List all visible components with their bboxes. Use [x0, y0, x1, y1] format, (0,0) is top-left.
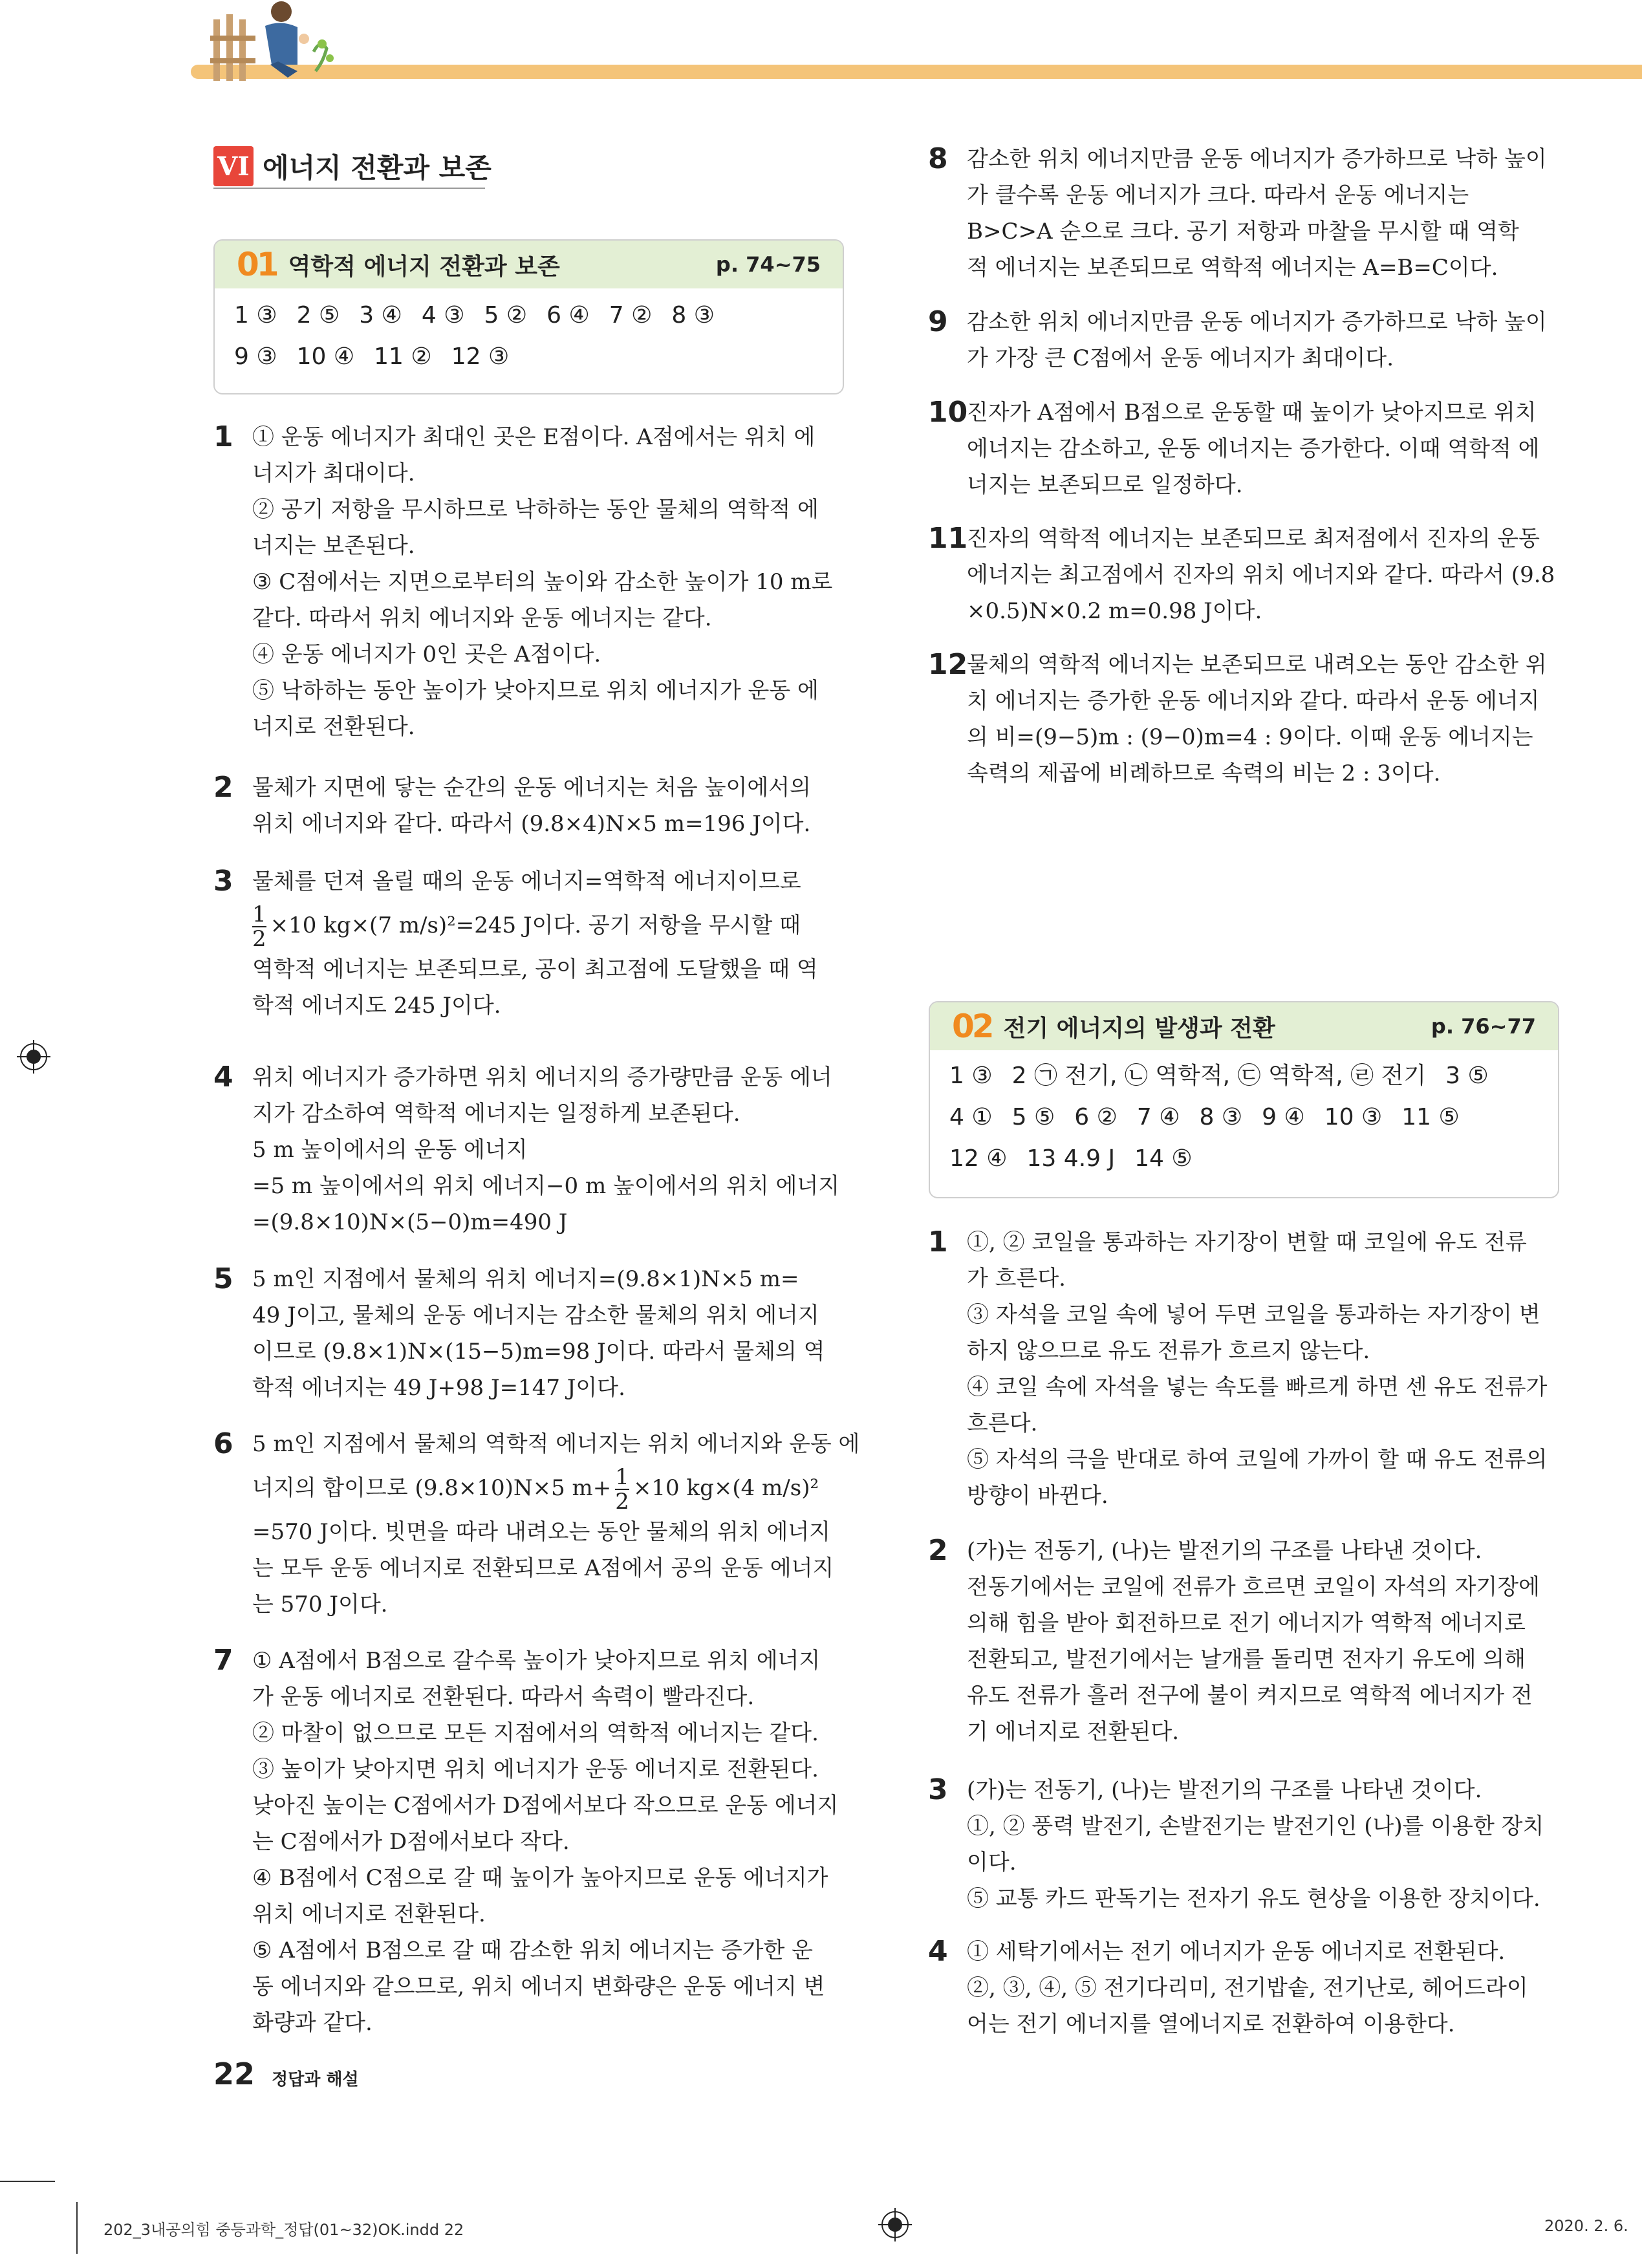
print-file-info: 202_3내공의힘 중등과학_정답(01~32)OK.indd 22	[103, 2221, 464, 2239]
registration-mark-icon	[17, 1040, 50, 1074]
answer-item-7: 7 ① A점에서 B점으로 갈수록 높이가 낮아지므로 위치 에너지 가 운동 에너지로 전환된다. 따라서 속력이 빨라진다. ② 마찰이 없으므로 모든 지점에서의 역학적 에너지는 같다. ③ 높이가 낮아지면 위치 에너지가 운동 에너지로 전환된다. 낮아진 높이는 C점에서가 D점에서보다 작으므로 운동 에너지 는 C점에서가 D점에서보다 작다. ④ B점에서 C점으로 갈 때 높이가 높아지므로 운동 에너지가 위치 에너지로 전환된다. ⑤ A점에서 B점으로 갈 때 감소한 위치 에너지는 증가한 운 동 에너지와 같으므로, 위치 에너지 변화량은 운동 에너지 변 화량과 같다.	[213, 1644, 839, 2036]
section-2-header	[930, 1002, 1558, 1050]
answer-item-10: 10 진자가 A점에서 B점으로 운동할 때 높이가 낮아지므로 위치 에너지는 감소하고, 운동 에너지는 증가한다. 이때 역학적 에 너지는 보존되므로 일정하다.	[928, 396, 1540, 498]
answer-item-3: 3 물체를 던져 올릴 때의 운동 에너지=역학적 에너지이므로 $\frac{1}{2}$ ×10 kg×(7 m/s)²=245 J이다. 공기 저항을 무시할 때 역학적 에너지는 보존되므로, 공이 최고점에 도달했을 때 역 학적 에너지도 245 J이다.	[213, 865, 818, 1019]
section-2-title: 전기 에너지의 발생과 전환	[1003, 1015, 1275, 1042]
print-date: 2020. 2. 6.	[1544, 2217, 1628, 2235]
answer-item-6: 6 5 m인 지점에서 물체의 역학적 에너지는 위치 에너지와 운동 에 너지의 합이므로 (9.8×10)N×5 m+ $\frac{1}{2}$ ×10 kg×(4 m/s)² =570 J이다. 빗면을 따라 내려오는 동안 물체의 위치 에너지 는 모두 운동 에너지로 전환되므로 A점에서 공의 운동 에너지 는 570 J이다.	[213, 1427, 860, 1617]
answer-row: 1 ③ 2 ㉠ 전기, ㉡ 역학적, ㉢ 역학적, ㉣ 전기 3 ⑤	[949, 1063, 1489, 1089]
section-2-number: 02	[952, 1008, 992, 1045]
section-1-title: 역학적 에너지 전환과 보존	[288, 253, 560, 280]
answer-item-8: 8 감소한 위치 에너지만큼 운동 에너지가 증가하므로 낙하 높이 가 클수록 운동 에너지가 크다. 따라서 운동 에너지는 B>C>A 순으로 크다. 공기 저항과 마찰을 무시할 때 역학 적 에너지는 보존되므로 역학적 에너지는 A=B=C이다.	[928, 142, 1547, 281]
answer-item-4: 4 위치 에너지가 증가하면 위치 에너지의 증가량만큼 운동 에너 지가 감소하여 역학적 에너지는 일정하게 보존된다. 5 m 높이에서의 운동 에너지 =5 m 높이에서의 위치 에너지−0 m 높이에서의 위치 에너지 =(9.8×10)N×(5−0)m=490 J	[213, 1061, 840, 1235]
section-2-item-2: 2 (가)는 전동기, (나)는 발전기의 구조를 나타낸 것이다. 전동기에서는 코일에 전류가 흐르면 코일이 자석의 자기장에 의해 힘을 받아 회전하므로 전기 에너지가 역학적 에너지로 전환되고, 발전기에서는 날개를 돌리면 전자기 유도에 의해 유도 전류가 흘러 전구에 불이 켜지므로 역학적 에너지가 전 기 에너지로 전환된다.	[928, 1534, 1540, 1745]
section-1-answer-box	[213, 239, 844, 394]
gardener-illustration	[200, 0, 349, 84]
answer-row: 4 ① 5 ⑤ 6 ② 7 ④ 8 ③ 9 ④ 10 ③ 11 ⑤	[949, 1104, 1460, 1130]
answer-row: 12 ④ 13 4.9 J 14 ⑤	[949, 1145, 1193, 1172]
section-1-header	[215, 241, 843, 288]
answer-item-11: 11 진자의 역학적 에너지는 보존되므로 최저점에서 진자의 운동 에너지는 최고점에서 진자의 위치 에너지와 같다. 따라서 (9.8 ×0.5)N×0.2 m=0.98 J이다.	[928, 522, 1555, 624]
section-2-answer-box	[929, 1001, 1559, 1198]
section-2-item-4: 4 ① 세탁기에서는 전기 에너지가 운동 에너지로 전환된다. ②, ③, ④, ⑤ 전기다리미, 전기밥솥, 전기난로, 헤어드라이 어는 전기 에너지를 열에너지로 전환하여 이용한다.	[928, 1935, 1528, 2037]
answer-item-5: 5 5 m인 지점에서 물체의 위치 에너지=(9.8×1)N×5 m= 49 J이고, 물체의 운동 에너지는 감소한 물체의 위치 에너지 이므로 (9.8×1)N×(15−5)m=98 J이다. 따라서 물체의 역 학적 에너지는 49 J+98 J=147 J이다.	[213, 1262, 825, 1401]
section-2-item-3: 3 (가)는 전동기, (나)는 발전기의 구조를 나타낸 것이다. ①, ② 풍력 발전기, 손발전기는 발전기인 (나)를 이용한 장치 이다. ⑤ 교통 카드 판독기는 전자기 유도 현상을 이용한 장치이다.	[928, 1773, 1544, 1912]
answer-item-1: 1 ① 운동 에너지가 최대인 곳은 E점이다. A점에서는 위치 에 너지가 최대이다. ② 공기 저항을 무시하므로 낙하하는 동안 물체의 역학적 에 너지는 보존된다. ③ C점에서는 지면으로부터의 높이와 감소한 높이가 10 m로 같다. 따라서 위치 에너지와 운동 에너지는 같다. ④ 운동 에너지가 0인 곳은 A점이다. ⑤ 낙하하는 동안 높이가 낮아지므로 위치 에너지가 운동 에 너지로 전환된다.	[213, 420, 833, 740]
crop-mark	[76, 2202, 78, 2254]
header-band	[191, 65, 1642, 79]
section-1-answers	[215, 288, 843, 378]
chapter-underline	[213, 188, 485, 189]
answer-row: 1 ③ 2 ⑤ 3 ④ 4 ③ 5 ② 6 ④ 7 ② 8 ③	[234, 302, 715, 329]
section-1-pages: p. 74~75	[715, 252, 821, 277]
fraction-half: $\frac{1}{2}$	[252, 902, 266, 952]
registration-mark-icon	[878, 2208, 912, 2241]
section-2-pages: p. 76~77	[1431, 1014, 1536, 1039]
fraction-half: $\frac{1}{2}$	[615, 1464, 629, 1515]
chapter-badge: VI	[213, 146, 254, 186]
section-2-answers	[930, 1050, 1558, 1180]
answer-row: 9 ③ 10 ④ 11 ② 12 ③	[234, 343, 510, 370]
answer-item-2: 2 물체가 지면에 닿는 순간의 운동 에너지는 처음 높이에서의 위치 에너지와 같다. 따라서 (9.8×4)N×5 m=196 J이다.	[213, 771, 811, 837]
answer-item-12: 12 물체의 역학적 에너지는 보존되므로 내려오는 동안 감소한 위 치 에너지는 증가한 운동 에너지와 같다. 따라서 운동 에너지 의 비=(9−5)m : (9−0)m=4 : 9이다. 이때 운동 에너지는 속력의 제곱에 비례하므로 속력의 비는 2 : 3이다.	[928, 648, 1547, 786]
crop-mark	[0, 2181, 55, 2182]
section-1-number: 01	[237, 246, 277, 283]
chapter-title: 에너지 전환과 보존	[263, 152, 492, 184]
page-label: 정답과 해설	[272, 2070, 359, 2090]
section-2-item-1: 1 ①, ② 코일을 통과하는 자기장이 변할 때 코일에 유도 전류 가 흐른다. ③ 자석을 코일 속에 넣어 두면 코일을 통과하는 자기장이 변 하지 않으므로 유도 전류가 흐르지 않는다. ④ 코일 속에 자석을 넣는 속도를 빠르게 하면 센 유도 전류가 흐른다. ⑤ 자석의 극을 반대로 하여 코일에 가까이 할 때 유도 전류의 방향이 바뀐다.	[928, 1226, 1548, 1509]
chapter-heading	[213, 144, 492, 189]
answer-item-9: 9 감소한 위치 에너지만큼 운동 에너지가 증가하므로 낙하 높이 가 가장 큰 C점에서 운동 에너지가 최대이다.	[928, 305, 1547, 371]
page-number: 22	[213, 2057, 255, 2091]
